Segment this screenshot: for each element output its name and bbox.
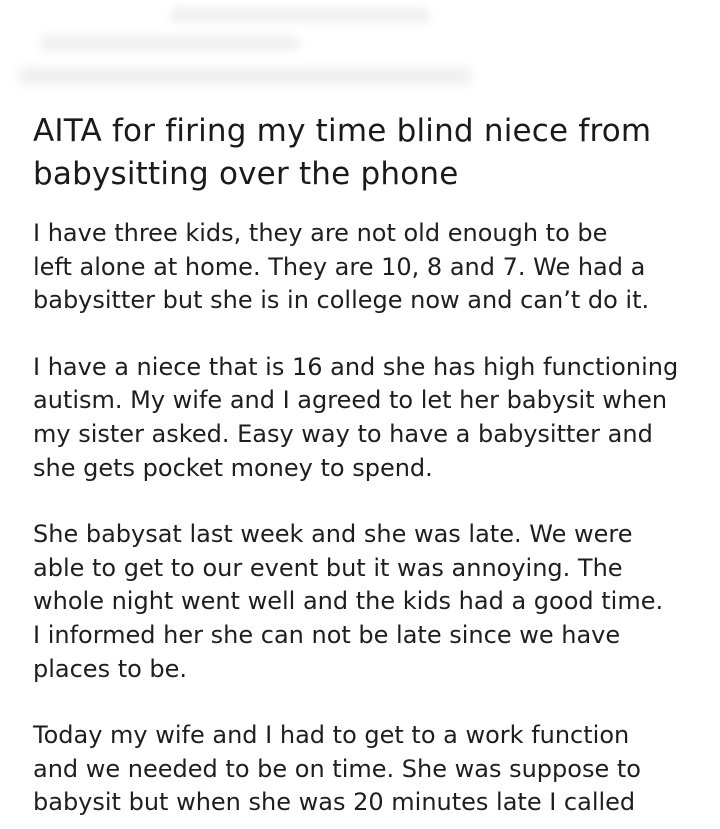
post-paragraph: I have three kids, they are not old enough to be left alone at home. They are 10, 8 and 7. We had a babysitter but she is in college now and can’t do it. — [33, 219, 650, 315]
post-paragraph: She babysat last week and she was late. We were able to get to our event but it was annoying. The whole night went well and the kids had a good time. I informed her she can not be late since we have places to be. — [33, 520, 664, 683]
blurred-header-line — [170, 8, 430, 22]
post-paragraph: I have a niece that is 16 and she has high functioning autism. My wife and I agreed to let her babysit when my sister asked. Easy way to have a babysitter and she gets pocket money to spend. — [33, 352, 679, 482]
post-content — [33, 110, 703, 829]
blurred-header — [0, 0, 720, 105]
post-body — [33, 217, 703, 820]
post-paragraph: Today my wife and I had to get to a work function and we needed to be on time. She was suppose to babysit but when she was 20 minutes late I called — [33, 721, 641, 817]
blurred-header-line — [18, 68, 473, 84]
post-title: AITA for firing my time blind niece from babysitting over the phone — [33, 113, 652, 192]
blurred-header-line — [40, 36, 300, 50]
